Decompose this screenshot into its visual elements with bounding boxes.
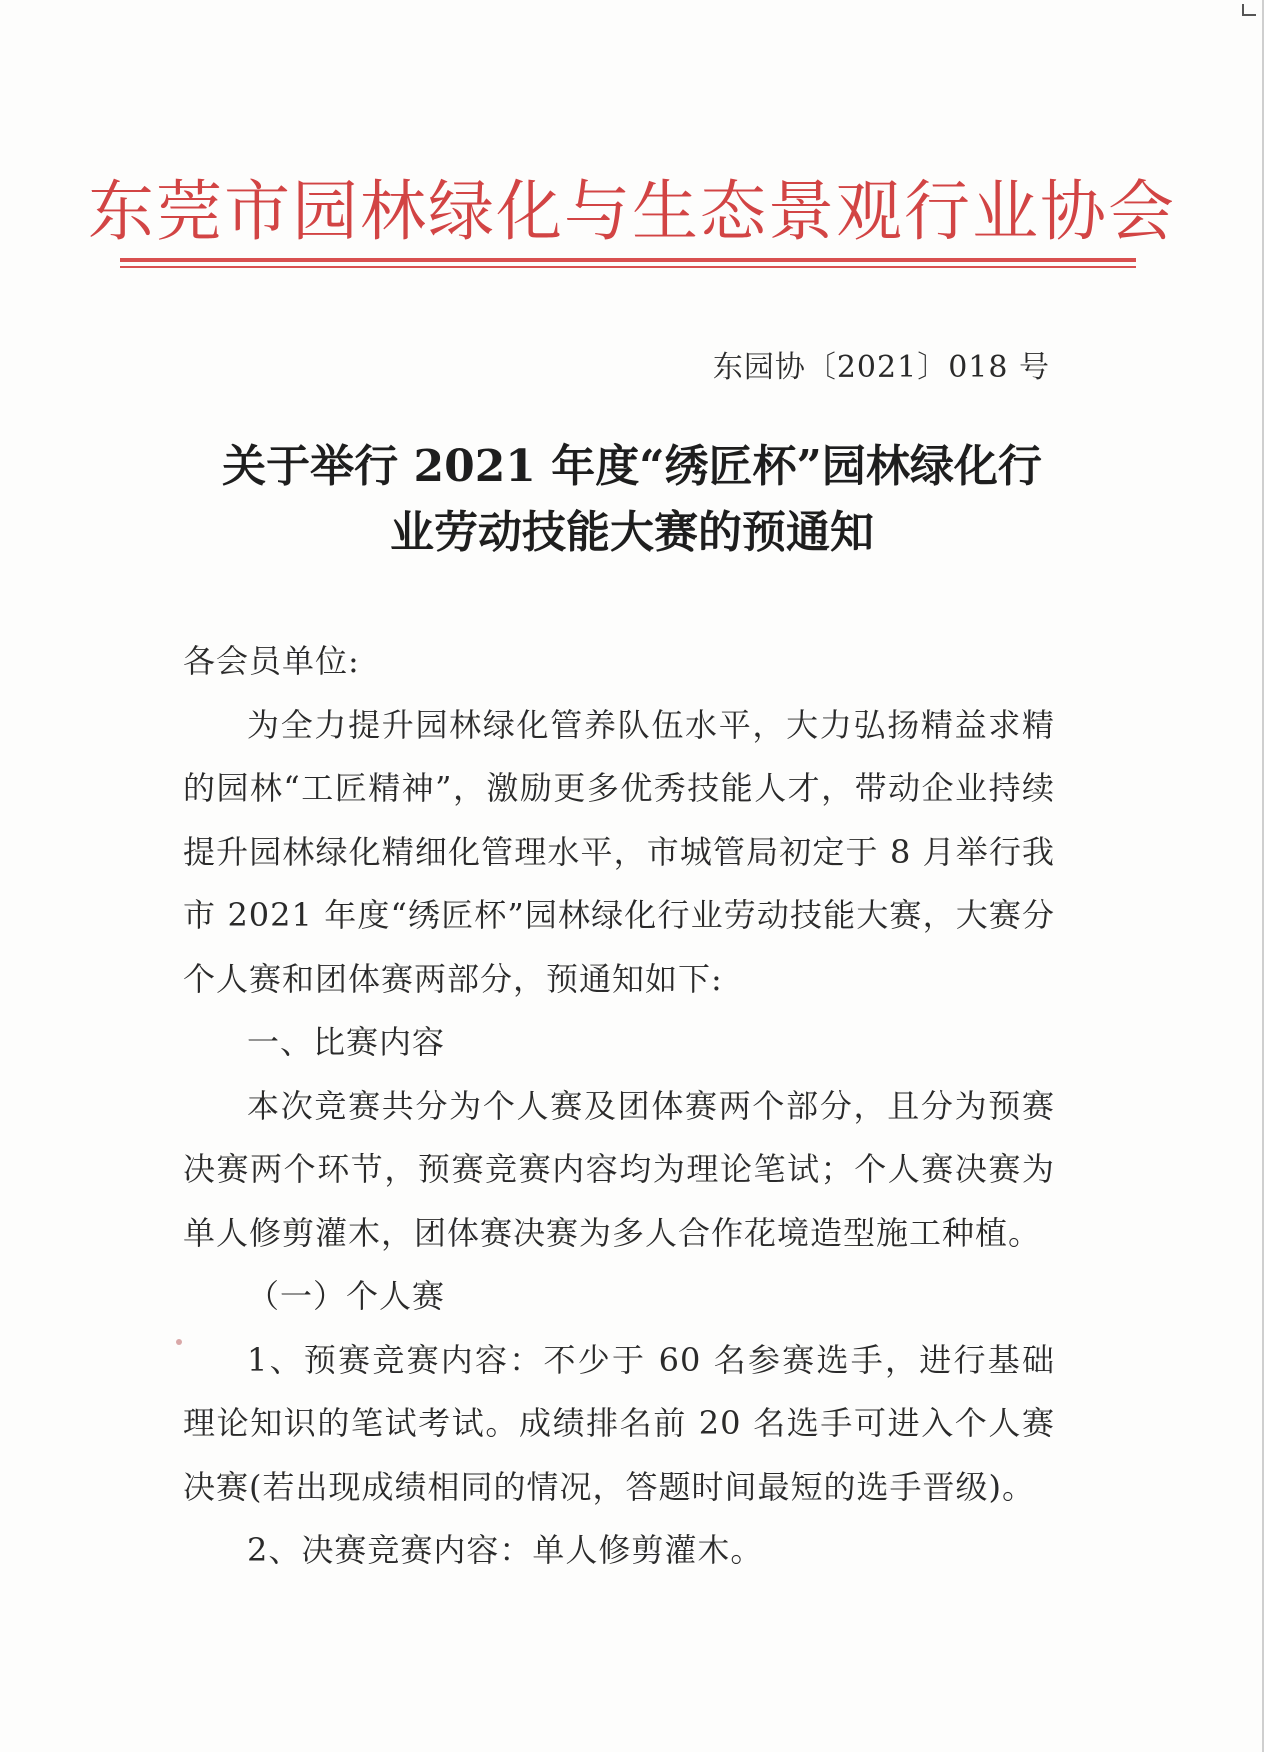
- document-title: [0, 434, 1264, 566]
- red-header-rule-thick: [120, 258, 1136, 262]
- document-body: [183, 630, 1055, 1583]
- scan-corner-mark: [1242, 4, 1256, 16]
- section-content-paragraph: 本次竞赛共分为个人赛及团体赛两个部分，且分为预赛决赛两个环节，预赛竞赛内容均为理论笔试；个人赛决赛为单人修剪灌木，团体赛决赛为多人合作花境造型施工种植。: [183, 1086, 1055, 1252]
- red-header-rule-thin: [120, 266, 1136, 268]
- scan-speck: [176, 1339, 182, 1345]
- item-final: 2、决赛竞赛内容：单人修剪灌木。: [247, 1531, 764, 1569]
- title-line-1: 关于举行 2021 年度“绣匠杯”园林绿化行: [222, 441, 1042, 492]
- title-line-2: 业劳动技能大赛的预通知: [390, 507, 874, 558]
- intro-paragraph: 为全力提升园林绿化管养队伍水平，大力弘扬精益求精的园林“工匠精神”，激励更多优秀技能人才，带动企业持续提升园林绿化精细化管理水平，市城管局初定于 8 月举行我市 2021 年度“绣匠杯”园林绿化行业劳动技能大赛，大赛分个人赛和团体赛两部分，预通知如下:: [183, 705, 1055, 998]
- organization-header: 东莞市园林绿化与生态景观行业协会: [88, 173, 1176, 250]
- document-number: 东园协〔2021〕018 号: [712, 350, 1050, 385]
- item-preliminary: 1、预赛竞赛内容：不少于 60 名参赛选手，进行基础理论知识的笔试考试。成绩排名前 20 名选手可进入个人赛决赛(若出现成绩相同的情况，答题时间最短的选手晋级)。: [183, 1340, 1055, 1506]
- salutation: 各会员单位:: [183, 642, 360, 680]
- subsection-heading-individual: （一）个人赛: [247, 1277, 446, 1315]
- section-heading-content: 一、比赛内容: [247, 1023, 446, 1061]
